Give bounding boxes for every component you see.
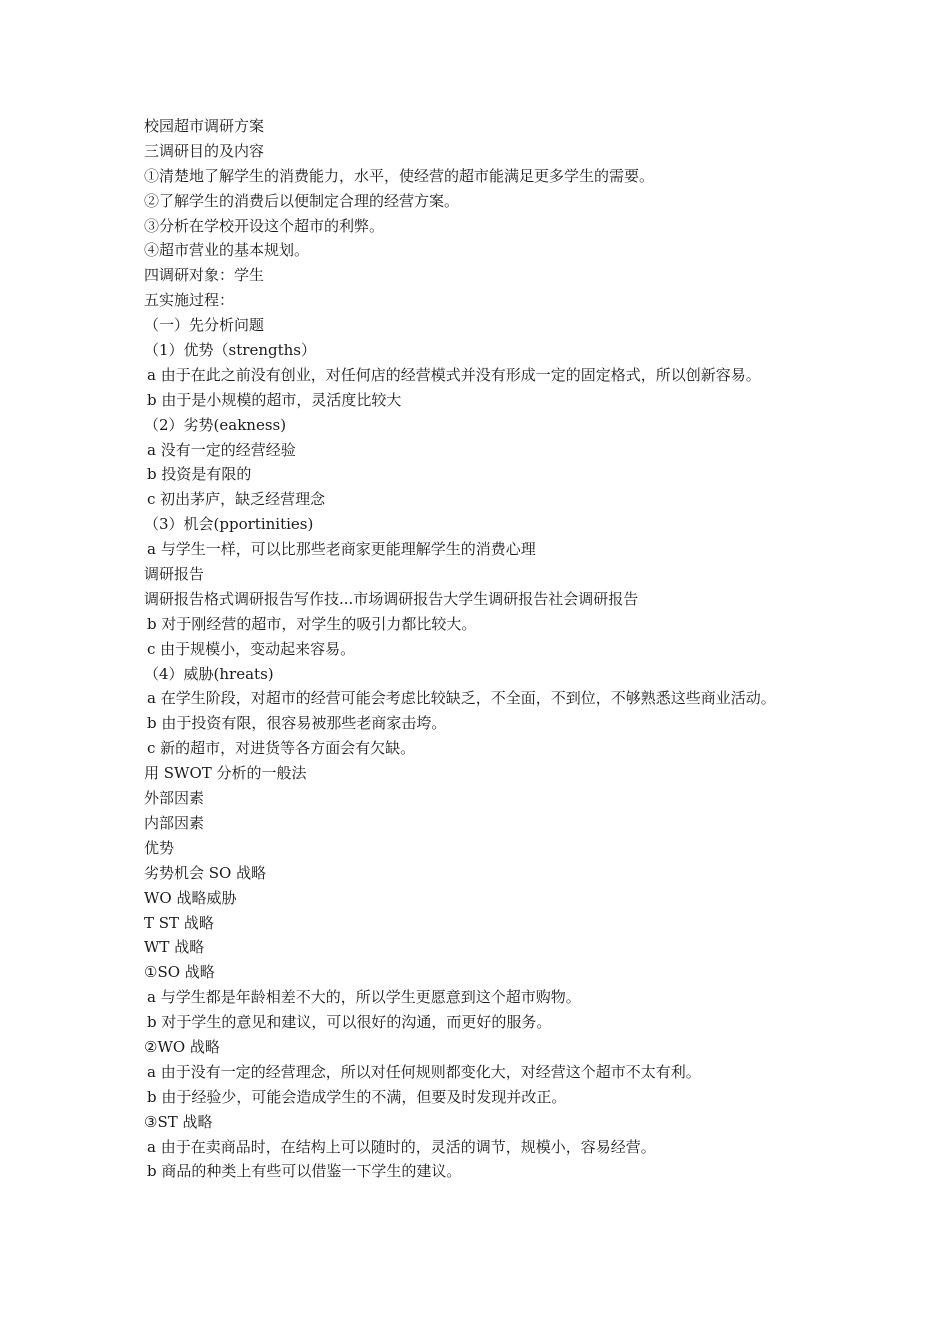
- paragraph-line: ①清楚地了解学生的消费能力，水平，使经营的超市能满足更多学生的需要。: [144, 166, 655, 185]
- paragraph-line: 内部因素: [144, 813, 205, 832]
- paragraph-line: b 商品的种类上有些可以借鉴一下学生的建议。: [147, 1162, 462, 1181]
- section-heading: 四调研对象：学生: [144, 266, 265, 285]
- related-links-line: 调研报告格式调研报告写作技...市场调研报告大学生调研报告社会调研报告: [144, 589, 639, 608]
- paragraph-line: b 由于是小规模的超市，灵活度比较大: [147, 390, 402, 409]
- strategy-heading: ②WO 战略: [144, 1037, 220, 1056]
- paragraph-line: a 由于没有一定的经营理念，所以对任何规则都变化大，对经营这个超市不太有利。: [147, 1062, 701, 1081]
- paragraph-line: a 在学生阶段，对超市的经营可能会考虑比较缺乏，不全面，不到位，不够熟悉这些商业活动。: [147, 689, 776, 708]
- paragraph-line: 劣势机会 SO 战略: [144, 863, 267, 882]
- subsection-heading: （3）机会(pportinities): [144, 515, 314, 534]
- paragraph-line: 外部因素: [144, 789, 205, 808]
- paragraph-line: ④超市营业的基本规划。: [144, 241, 310, 260]
- paragraph-line: a 由于在此之前没有创业，对任何店的经营模式并没有形成一定的固定格式，所以创新容易。: [147, 365, 761, 384]
- paragraph-line: b 投资是有限的: [147, 465, 252, 484]
- paragraph-line: c 由于规模小，变动起来容易。: [147, 639, 356, 658]
- paragraph-line: a 没有一定的经营经验: [147, 440, 296, 459]
- section-heading: 三调研目的及内容: [144, 141, 265, 160]
- paragraph-line: b 由于经验少，可能会造成学生的不满，但要及时发现并改正。: [147, 1087, 567, 1106]
- subsection-heading: （2）劣势(eakness): [144, 415, 287, 434]
- paragraph-line: c 新的超市，对进货等各方面会有欠缺。: [147, 739, 416, 758]
- doc-title: 校园超市调研方案: [144, 117, 265, 135]
- section-heading: 五实施过程：: [144, 291, 235, 310]
- paragraph-line: T ST 战略: [144, 913, 214, 932]
- paragraph-line: ②了解学生的消费后以便制定合理的经营方案。: [144, 191, 460, 210]
- strategy-heading: ①SO 战略: [144, 963, 215, 982]
- strategy-heading: ③ST 战略: [144, 1112, 213, 1131]
- paragraph-line: WO 战略威胁: [144, 888, 237, 907]
- related-heading: 调研报告: [144, 565, 205, 584]
- subsection-heading: （1）优势（strengths）: [144, 341, 316, 360]
- paragraph-line: ③分析在学校开设这个超市的利弊。: [144, 216, 385, 235]
- paragraph-line: 优势: [144, 838, 175, 857]
- paragraph-line: b 由于投资有限，很容易被那些老商家击垮。: [147, 714, 447, 733]
- paragraph-line: a 与学生都是年龄相差不大的，所以学生更愿意到这个超市购物。: [147, 988, 581, 1007]
- paragraph-line: 用 SWOT 分析的一般法: [144, 764, 307, 783]
- paragraph-line: c 初出茅庐，缺乏经营理念: [147, 490, 326, 509]
- document-body: [144, 114, 824, 1184]
- paragraph-line: b 对于学生的意见和建议，可以很好的沟通，而更好的服务。: [147, 1013, 552, 1032]
- paragraph-line: a 与学生一样，可以比那些老商家更能理解学生的消费心理: [147, 540, 536, 559]
- subsection-heading: （4）威胁(hreats): [144, 664, 274, 683]
- paragraph-line: b 对于刚经营的超市，对学生的吸引力都比较大。: [147, 614, 477, 633]
- subsection-heading: （一）先分析问题: [144, 316, 265, 335]
- paragraph-line: a 由于在卖商品时，在结构上可以随时的，灵活的调节，规模小，容易经营。: [147, 1137, 656, 1156]
- paragraph-line: WT 战略: [144, 938, 205, 957]
